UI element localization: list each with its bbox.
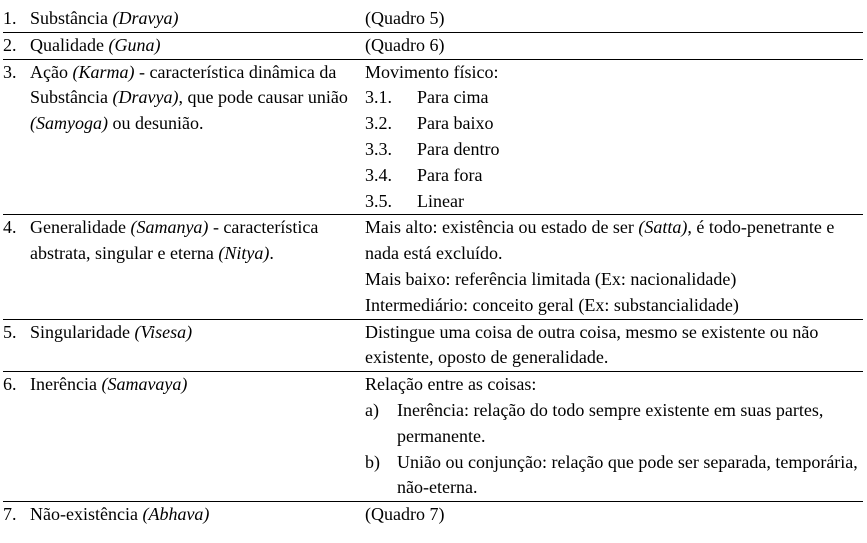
row-label: Qualidade xyxy=(30,34,109,55)
row-label: Ação xyxy=(30,61,73,82)
list-item-letter: b) xyxy=(365,451,380,472)
row-label-cell xyxy=(3,6,365,32)
list-item-number: 3.5. xyxy=(365,190,392,211)
row-label: Generalidade xyxy=(30,217,131,238)
row-label: Não-existência xyxy=(30,504,143,525)
list-item xyxy=(365,137,863,163)
list-item xyxy=(365,163,863,189)
row-label-rest: - característica dinâmica da Substância xyxy=(30,61,337,108)
row-number: 2. xyxy=(3,34,17,55)
row-desc-intro: Relação entre as coisas: xyxy=(365,374,537,395)
row-term: (Samanya) xyxy=(130,217,209,238)
row-desc-a xyxy=(365,215,863,267)
table-row xyxy=(3,59,863,215)
row-number: 7. xyxy=(3,504,17,525)
row-desc: (Quadro 6) xyxy=(365,34,445,55)
row-label-rest-2: . xyxy=(269,243,274,264)
row-desc-cell xyxy=(365,502,863,528)
row-desc: (Quadro 7) xyxy=(365,504,445,525)
row-desc-cell xyxy=(365,319,863,372)
row-desc: (Quadro 5) xyxy=(365,8,445,28)
list-item-text: Para dentro xyxy=(417,138,500,159)
row-desc-c: Intermediário: conceito geral (Ex: substancialidade) xyxy=(365,294,739,315)
row-label-cell xyxy=(3,502,365,528)
table-row xyxy=(3,319,863,372)
list-item-text: Para cima xyxy=(417,87,489,108)
row-label-rest: - característica abstrata, singular e eterna xyxy=(30,217,319,264)
row-desc-b: Mais baixo: referência limitada (Ex: nacionalidade) xyxy=(365,268,737,289)
row-label: Substância xyxy=(30,8,113,28)
row-desc-a-text: Mais alto: existência ou estado de ser xyxy=(365,217,639,238)
row-desc-cell xyxy=(365,372,863,502)
list-item-number: 3.3. xyxy=(365,138,392,159)
list-item-text: Para fora xyxy=(417,164,483,185)
row-number: 6. xyxy=(3,374,17,395)
list-item-text: Linear xyxy=(417,190,464,211)
row-label-cell xyxy=(3,372,365,502)
row-label-cell xyxy=(3,319,365,372)
list-item xyxy=(365,398,863,450)
list-item-number: 3.4. xyxy=(365,164,392,185)
list-item-letter: a) xyxy=(365,399,379,420)
row-term-3: (Samyoga) xyxy=(30,113,108,134)
row-number: 5. xyxy=(3,321,17,342)
row-term: (Karma) xyxy=(72,61,135,82)
row-desc-intro: Movimento físico: xyxy=(365,61,499,82)
row-number: 4. xyxy=(3,217,17,238)
row-desc-cell xyxy=(365,59,863,215)
row-desc-cell xyxy=(365,215,863,319)
row-label: Singularidade xyxy=(30,321,135,342)
row-term-2: (Dravya) xyxy=(112,87,179,108)
row-desc-a-rest: , é todo-penetrante e nada está excluído. xyxy=(365,217,835,264)
row-label: Inerência xyxy=(30,374,102,395)
row-number: 1. xyxy=(3,8,17,28)
row-label-cell xyxy=(3,59,365,215)
list-item-number: 3.1. xyxy=(365,87,392,108)
table-row xyxy=(3,6,863,32)
row-label-cell xyxy=(3,32,365,59)
categories-table xyxy=(3,6,863,528)
list-item xyxy=(365,450,863,502)
table-row xyxy=(3,215,863,319)
list-item xyxy=(365,189,863,215)
row-label-rest-3: ou desunião. xyxy=(107,113,204,134)
row-label-rest-2: , que pode causar união xyxy=(178,87,348,108)
row-label-cell xyxy=(3,215,365,319)
list-item-text: Para baixo xyxy=(417,113,494,134)
table-row xyxy=(3,502,863,528)
row-desc: Distingue uma coisa de outra coisa, mesmo se existente ou não existente, oposto de generalidade. xyxy=(365,321,819,368)
row-term: (Guna) xyxy=(108,34,161,55)
list-item-text: União ou conjunção: relação que pode ser separada, temporária, não-eterna. xyxy=(397,451,858,498)
table-row xyxy=(3,372,863,502)
list-item-text: Inerência: relação do todo sempre existente em suas partes, permanente. xyxy=(397,399,824,446)
row-term: (Abhava) xyxy=(142,504,210,525)
row-term: (Dravya) xyxy=(112,8,179,28)
list-item-number: 3.2. xyxy=(365,113,392,134)
list-item xyxy=(365,111,863,137)
row-term-2: (Nitya) xyxy=(218,243,270,264)
list-item xyxy=(365,85,863,111)
row-desc-cell xyxy=(365,6,863,32)
row-desc-a-term: (Satta) xyxy=(638,217,688,238)
row-desc-cell xyxy=(365,32,863,59)
row-term: (Samavaya) xyxy=(101,374,188,395)
table-row xyxy=(3,32,863,59)
row-term: (Visesa) xyxy=(134,321,193,342)
row-number: 3. xyxy=(3,61,17,82)
